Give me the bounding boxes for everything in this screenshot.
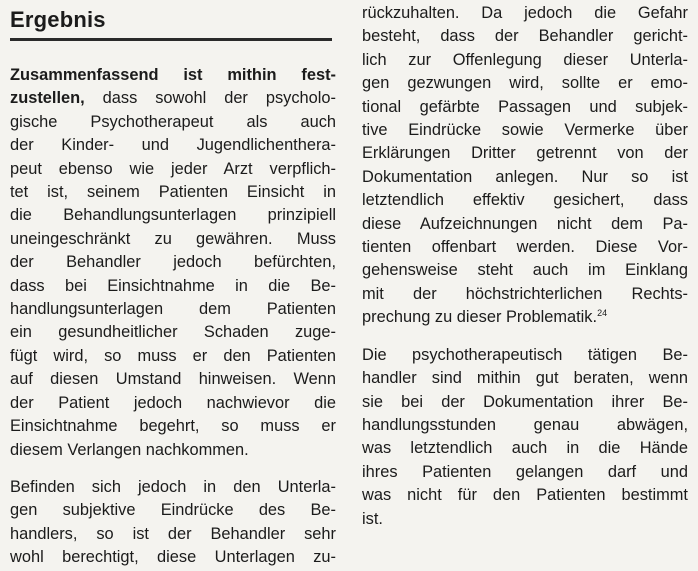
footnote-marker: 24	[597, 308, 608, 319]
text-line: besteht, dass der Behandler gericht-	[362, 27, 688, 46]
text-line: diese Aufzeichnungen nicht dem Pa-	[362, 214, 688, 233]
paragraph-subjective-impressions	[10, 476, 336, 570]
text-line: Befinden sich jedoch in den Unterla-	[10, 477, 336, 496]
text-line: handlers, so ist der Behandler sehr	[10, 524, 336, 543]
text-line: handlungsstunden genau abwägen,	[362, 415, 688, 434]
text-line: ist.	[362, 509, 383, 528]
text-line: tive Eindrücke sowie Vermerke über	[362, 121, 688, 140]
section-heading: Ergebnis	[10, 7, 106, 32]
line-text: prechung zu dieser Problematik.	[362, 308, 598, 327]
text-line: sie bei der Dokumentation ihrer Be-	[362, 392, 688, 411]
right-column	[362, 0, 688, 531]
text-line: lich zur Offenlegung dieser Unterla-	[362, 50, 688, 69]
paragraph-continuation	[362, 2, 688, 330]
left-column	[10, 0, 336, 570]
text-line: fügt wird, so muss er den Patienten	[10, 346, 336, 365]
paragraph-conclusion	[362, 344, 688, 531]
text-line: peut ebenso wie jeder Arzt verpflich-	[10, 159, 336, 178]
text-line: rückzuhalten. Da jedoch die Gefahr	[362, 4, 688, 22]
text-line: was nicht für den Patienten bestimmt	[362, 486, 688, 505]
paragraph-summary	[10, 64, 336, 462]
text-line: dass bei Einsichtnahme in die Be-	[10, 276, 336, 295]
text-line: tional gefärbte Passagen und subjek-	[362, 97, 688, 116]
text-line: Einsichtnahme begehrt, so muss er	[10, 417, 336, 436]
heading-rule	[10, 38, 332, 41]
text-line: der Behandler jedoch befürchten,	[10, 253, 336, 272]
text-line: ihres Patienten gelangen darf und	[362, 462, 688, 481]
text-line: Zusammenfassend ist mithin fest-	[10, 66, 336, 84]
text-line: wohl berechtigt, diese Unterlagen zu-	[10, 548, 336, 567]
text-line: gehensweise steht auch im Einklang	[362, 261, 688, 280]
text-line: Erklärungen Dritter getrennt von der	[362, 144, 688, 163]
text-line: gen subjektive Eindrücke des Be-	[10, 501, 336, 520]
text-line: was letztendlich auch in die Hände	[362, 439, 688, 458]
text-line: die Behandlungsunterlagen prinzipiell	[10, 206, 336, 225]
text-line: diesem Verlangen nachkommen.	[10, 440, 249, 459]
text-line: tienten offenbart werden. Diese Vor-	[362, 238, 688, 257]
text-line: gen gezwungen wird, sollte er emo-	[362, 74, 688, 93]
text-line: auf diesen Umstand hinweisen. Wenn	[10, 370, 336, 389]
text-line: letztendlich effektiv gesichert, dass	[362, 191, 688, 210]
text-line: der Kinder- und Jugendlichenthera-	[10, 136, 336, 155]
text-line	[362, 306, 688, 329]
text-line: ein gesundheitlicher Schaden zuge-	[10, 323, 336, 342]
text-line: handlungsunterlagen dem Patienten	[10, 300, 336, 319]
text-line	[10, 87, 336, 110]
text-line: der Patient jedoch nachwievor die	[10, 393, 336, 412]
line-text: dass sowohl der psycholo-	[84, 89, 336, 108]
text-line: Die psychotherapeutisch tätigen Be-	[362, 345, 688, 364]
lead-text: zustellen,	[10, 89, 85, 108]
text-line: tet ist, seinem Patienten Einsicht in	[10, 183, 336, 202]
text-line: mit der höchstrichterlichen Rechts-	[362, 284, 688, 303]
text-line: uneingeschränkt zu gewähren. Muss	[10, 229, 336, 248]
text-line: handler sind mithin gut beraten, wenn	[362, 369, 688, 388]
text-line: gische Psychotherapeut als auch	[10, 112, 336, 131]
text-line: Dokumentation anlegen. Nur so ist	[362, 167, 688, 186]
